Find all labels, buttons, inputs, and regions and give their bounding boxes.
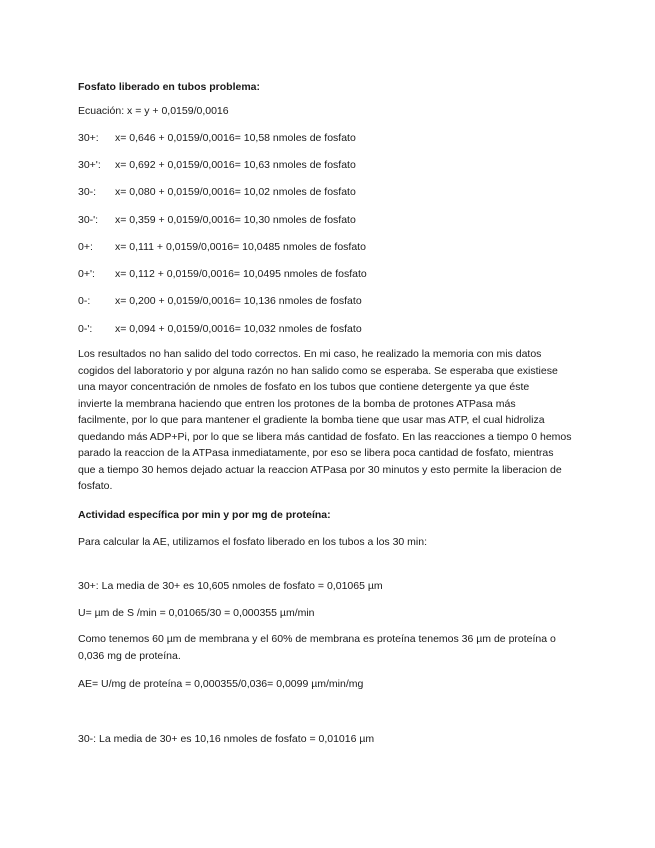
protein-paragraph [78,631,578,664]
result-formula: x= 0,080 + 0,0159/0,0016= 10,02 nmoles de fosfato [115,186,356,198]
mean-30plus-line: 30+: La media de 30+ es 10,605 nmoles de fosfato = 0,01065 µm [78,580,383,592]
paragraph-line: una mayor concentración de nmoles de fosfato en los tubos que contiene detergente ya que éste [78,381,530,393]
paragraph-line: Los resultados no han salido del todo correctos. En mi caso, he realizado la memoria con mis datos [78,348,542,360]
result-formula: x= 0,112 + 0,0159/0,0016= 10,0495 nmoles de fosfato [115,268,367,280]
result-label: 30+: [78,132,99,144]
result-line [78,294,362,308]
paragraph-line: Como tenemos 60 µm de membrana y el 60% de membrana es proteína tenemos 36 µm de proteína o [78,633,556,645]
result-label: 30-': [78,214,99,226]
u-formula-line: U= µm de S /min = 0,01065/30 = 0,000355 µm/min [78,607,315,619]
result-line [78,131,356,145]
result-formula: x= 0,359 + 0,0159/0,0016= 10,30 nmoles de fosfato [115,214,356,226]
ae-formula-line: AE= U/mg de proteína = 0,000355/0,036= 0,0099 µm/min/mg [78,678,364,690]
result-label: 30-: [78,186,97,198]
result-label: 0+': [78,268,95,280]
result-line [78,322,362,336]
paragraph-line: quedando más ADP+Pi, por lo que se libera más cantidad de fosfato. En las reacciones a tiempo 0 hemos [78,430,572,443]
result-line [78,185,356,199]
paragraph-line: cogidos del laboratorio y por alguna razón no han salido como se esperaba. Se esperaba que existiese [78,364,558,377]
section-heading-activity: Actividad específica por min y por mg de proteína: [78,509,331,521]
mean-30minus-line: 30-: La media de 30+ es 10,16 nmoles de fosfato = 0,01016 µm [78,733,375,745]
result-formula: x= 0,094 + 0,0159/0,0016= 10,032 nmoles de fosfato [115,323,362,335]
section-heading-phosphate: Fosfato liberado en tubos problema: [78,81,261,93]
result-formula: x= 0,111 + 0,0159/0,0016= 10,0485 nmoles de fosfato [115,241,366,253]
paragraph-line: fosfato. [78,480,113,492]
result-label: 0-': [78,323,93,335]
paragraph-line: 0,036 mg de proteína. [78,649,181,662]
result-line [78,158,356,172]
result-line [78,267,367,281]
result-label: 0+: [78,241,93,253]
result-label: 0-: [78,295,91,307]
paragraph-line: invierte la membrana haciendo que entren los protones de la bomba de protones ATPasa más [78,397,516,410]
equation-line: Ecuación: x = y + 0,0159/0,0016 [78,105,229,117]
discussion-paragraph [78,346,578,495]
result-line [78,240,366,254]
paragraph-line: parado la reaccion de la ATPasa inmediatamente, por eso se libera poca cantidad de fosfato, mientras [78,447,554,459]
result-formula: x= 0,692 + 0,0159/0,0016= 10,63 nmoles de fosfato [115,159,356,171]
intro-line: Para calcular la AE, utilizamos el fosfato liberado en los tubos a los 30 min: [78,536,428,548]
paragraph-line: facilmente, por lo que para mantener el gradiente la bomba tiene que usar mas ATP, el cual hidroliza [78,414,545,426]
paragraph-line: que a tiempo 30 hemos dejado actuar la reaccion ATPasa por 30 minutos y esto permite la liberacion de [78,463,562,476]
result-formula: x= 0,646 + 0,0159/0,0016= 10,58 nmoles de fosfato [115,132,356,144]
result-formula: x= 0,200 + 0,0159/0,0016= 10,136 nmoles de fosfato [115,295,362,307]
result-line [78,213,356,227]
result-label: 30+': [78,159,101,171]
